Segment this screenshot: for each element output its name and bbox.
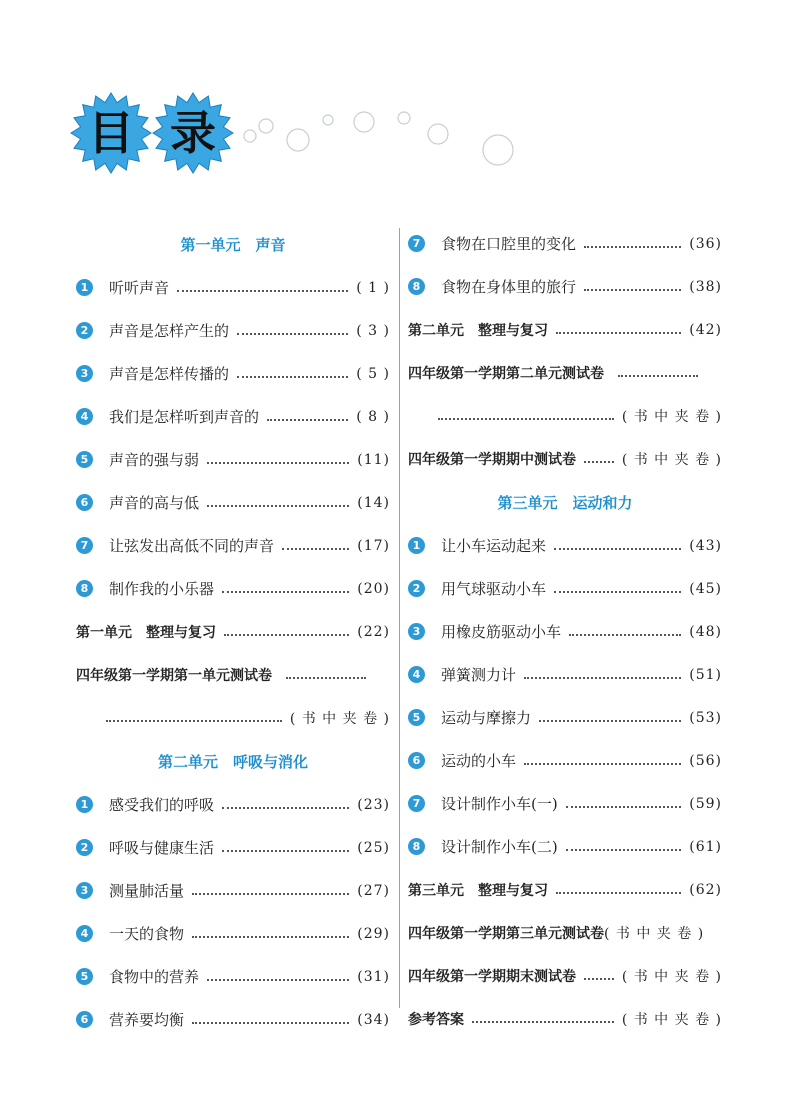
entry-label: 第一单元 整理与复习 [76, 624, 216, 641]
entry-label: 声音的强与弱 [109, 451, 200, 469]
toc-entry-bold[interactable] [408, 911, 722, 954]
toc-entry-bold[interactable] [408, 437, 722, 480]
lesson-number-badge: 3 [76, 882, 93, 899]
dot-leader [584, 289, 681, 291]
entry-label: 让小车运动起来 [441, 537, 547, 555]
dot-leader [222, 850, 349, 852]
toc-entry[interactable] [408, 782, 722, 825]
lesson-number-badge: 2 [76, 839, 93, 856]
entry-label: 声音的高与低 [109, 494, 200, 512]
entry-label: 呼吸与健康生活 [109, 839, 215, 857]
lesson-number-badge: 5 [76, 968, 93, 985]
dot-leader [539, 720, 681, 722]
lesson-number-badge: 5 [408, 709, 425, 726]
page-ref: (38) [689, 278, 722, 295]
lesson-number-badge: 4 [408, 666, 425, 683]
dot-leader [207, 505, 349, 507]
toc-entry[interactable] [76, 912, 390, 955]
page-ref: (61) [689, 838, 722, 855]
dot-leader [566, 806, 682, 808]
toc-entry[interactable] [408, 567, 722, 610]
dot-leader [237, 376, 348, 378]
toc-entry[interactable] [76, 567, 390, 610]
entry-label: 弹簧测力计 [441, 666, 517, 684]
page-ref: (45) [689, 580, 722, 597]
lesson-number-badge: 4 [76, 925, 93, 942]
dot-leader [106, 720, 282, 722]
page-ref: (23) [357, 796, 390, 813]
entry-label: 听听声音 [109, 279, 170, 297]
toc-entry[interactable] [76, 524, 390, 567]
lesson-number-badge: 1 [76, 279, 93, 296]
toc-entry-bold[interactable] [408, 954, 722, 997]
lesson-number-badge: 2 [408, 580, 425, 597]
toc-entry-bold[interactable] [408, 997, 722, 1040]
page-ref: (22) [357, 623, 390, 640]
lesson-number-badge: 6 [76, 494, 93, 511]
lesson-number-badge: 7 [76, 537, 93, 554]
entry-label: 我们是怎样听到声音的 [109, 408, 260, 426]
lesson-number-badge: 6 [408, 752, 425, 769]
dot-leader [192, 893, 349, 895]
dot-leader [554, 591, 681, 593]
dot-leader [192, 1022, 349, 1024]
toc-entry[interactable] [76, 481, 390, 524]
toc-entry[interactable] [76, 783, 390, 826]
page-ref: (53) [689, 709, 722, 726]
section-title: 第三单元 运动和力 [497, 493, 633, 512]
page-ref: ( 书 中 夹 卷 ) [621, 408, 722, 425]
dot-leader [524, 677, 681, 679]
toc-left-column [76, 222, 390, 1041]
entry-label: 设计制作小车(二) [441, 838, 558, 856]
toc-entry[interactable] [76, 826, 390, 869]
page-ref: (34) [357, 1011, 390, 1028]
dot-leader [554, 548, 681, 550]
lesson-number-badge: 1 [408, 537, 425, 554]
section-title: 第一单元 声音 [180, 235, 286, 254]
toc-entry-bold[interactable] [408, 868, 722, 911]
dot-leader [618, 375, 698, 377]
toc-entry[interactable] [408, 739, 722, 782]
entry-label: 制作我的小乐器 [109, 580, 215, 598]
dot-leader [177, 290, 348, 292]
lesson-number-badge: 8 [76, 580, 93, 597]
dot-leader [282, 548, 349, 550]
toc-entry[interactable] [76, 266, 390, 309]
dot-leader [207, 462, 349, 464]
lesson-number-badge: 7 [408, 795, 425, 812]
column-divider [399, 228, 400, 1008]
dot-leader [556, 332, 681, 334]
entry-label: 四年级第一学期第三单元测试卷 [408, 925, 604, 942]
page-ref: (36) [689, 235, 722, 252]
entry-label: 让弦发出高低不同的声音 [109, 537, 275, 555]
toc-entry[interactable] [76, 352, 390, 395]
dot-leader [207, 979, 349, 981]
toc-entry-bold[interactable] [76, 610, 390, 653]
page-ref: (48) [689, 623, 722, 640]
title-char-mu [70, 92, 152, 174]
entry-label: 参考答案 [408, 1011, 464, 1028]
toc-entry[interactable] [76, 309, 390, 352]
page-ref: ( 3 ) [356, 322, 390, 339]
entry-label: 声音是怎样传播的 [109, 365, 230, 383]
dot-leader [566, 849, 682, 851]
entry-label: 测量肺活量 [109, 882, 185, 900]
section-title: 第二单元 呼吸与消化 [157, 752, 308, 771]
toc-entry[interactable] [408, 610, 722, 653]
dot-leader [237, 333, 348, 335]
page-ref: ( 书 中 夹 卷 ) [621, 1011, 722, 1028]
entry-label: 声音是怎样产生的 [109, 322, 230, 340]
entry-label: 四年级第一学期期末测试卷 [408, 968, 576, 985]
dot-leader [584, 461, 614, 463]
toc-entry[interactable] [408, 653, 722, 696]
title-char-lu [152, 92, 234, 174]
toc-entry[interactable] [408, 265, 722, 308]
dot-leader [224, 634, 349, 636]
toc-entry[interactable] [76, 869, 390, 912]
toc-entry[interactable] [76, 438, 390, 481]
lesson-number-badge: 1 [76, 796, 93, 813]
entry-label: 一天的食物 [109, 925, 185, 943]
entry-label: 用气球驱动小车 [441, 580, 547, 598]
dot-leader [524, 763, 681, 765]
page-ref: ( 书 中 夹 卷 ) [621, 451, 722, 468]
dot-leader [569, 634, 681, 636]
lesson-number-badge: 4 [76, 408, 93, 425]
entry-label: 食物在口腔里的变化 [441, 235, 577, 253]
page-ref: ( 书 中 夹 卷 ) [289, 710, 390, 727]
toc-entry-bold[interactable] [408, 308, 722, 351]
dot-leader [584, 246, 681, 248]
toc-entry[interactable] [76, 395, 390, 438]
lesson-number-badge: 2 [76, 322, 93, 339]
page-ref: (62) [689, 881, 722, 898]
lesson-number-badge: 3 [76, 365, 93, 382]
entry-label: 运动的小车 [441, 752, 517, 770]
page-ref: (51) [689, 666, 722, 683]
page-ref: (42) [689, 321, 722, 338]
toc-section-heading [408, 480, 722, 524]
dot-leader [222, 591, 349, 593]
toc-entry-test[interactable] [76, 653, 390, 696]
toc-entry[interactable] [408, 222, 722, 265]
entry-label: 四年级第一学期第二单元测试卷 [408, 365, 604, 382]
entry-label: 设计制作小车(一) [441, 795, 558, 813]
page-ref: ( 5 ) [356, 365, 390, 382]
toc-section-heading [76, 222, 390, 266]
lesson-number-badge: 7 [408, 235, 425, 252]
lesson-number-badge: 3 [408, 623, 425, 640]
page-ref: (20) [357, 580, 390, 597]
lesson-number-badge: 8 [408, 838, 425, 855]
dot-leader [472, 1021, 614, 1023]
entry-label: 食物中的营养 [109, 968, 200, 986]
toc-entry[interactable] [408, 825, 722, 868]
toc-entry[interactable] [76, 998, 390, 1041]
toc-header [70, 92, 570, 182]
toc-entry[interactable] [408, 524, 722, 567]
page-ref: (56) [689, 752, 722, 769]
page-ref: ( 书 中 夹 卷 ) [621, 968, 722, 985]
lesson-number-badge: 5 [76, 451, 93, 468]
toc-entry[interactable] [76, 955, 390, 998]
lesson-number-badge: 8 [408, 278, 425, 295]
page-ref: (59) [689, 795, 722, 812]
entry-label: 四年级第一学期期中测试卷 [408, 451, 576, 468]
page-ref: (43) [689, 537, 722, 554]
dot-leader [222, 807, 349, 809]
dot-leader [438, 418, 614, 420]
dot-leader [267, 419, 348, 421]
dot-leader [286, 677, 366, 679]
entry-label: 运动与摩擦力 [441, 709, 532, 727]
entry-label: 营养要均衡 [109, 1011, 185, 1029]
page-ref: ( 1 ) [356, 279, 390, 296]
page-ref: (31) [357, 968, 390, 985]
page-ref: (17) [357, 537, 390, 554]
entry-label: 第二单元 整理与复习 [408, 322, 548, 339]
title-char-text: 目 [88, 106, 134, 160]
page-ref: (25) [357, 839, 390, 856]
entry-label: 食物在身体里的旅行 [441, 278, 577, 296]
page-ref: ( 书 中 夹 卷 ) [604, 925, 705, 942]
entry-label: 第三单元 整理与复习 [408, 882, 548, 899]
page-ref: (27) [357, 882, 390, 899]
page-ref: ( 8 ) [356, 408, 390, 425]
title-char-text: 录 [170, 106, 216, 160]
dot-leader [556, 892, 681, 894]
page-ref: (14) [357, 494, 390, 511]
lesson-number-badge: 6 [76, 1011, 93, 1028]
toc-entry-test[interactable] [408, 351, 722, 394]
toc-section-heading [76, 739, 390, 783]
dot-leader [192, 936, 349, 938]
toc-entry-continuation[interactable] [408, 394, 722, 437]
entry-label: 用橡皮筋驱动小车 [441, 623, 562, 641]
entry-label: 四年级第一学期第一单元测试卷 [76, 667, 272, 684]
toc-entry[interactable] [408, 696, 722, 739]
entry-label: 感受我们的呼吸 [109, 796, 215, 814]
page-ref: (11) [357, 451, 390, 468]
page-ref: (29) [357, 925, 390, 942]
dot-leader [584, 978, 614, 980]
toc-entry-continuation[interactable] [76, 696, 390, 739]
toc-right-column [408, 222, 722, 1040]
